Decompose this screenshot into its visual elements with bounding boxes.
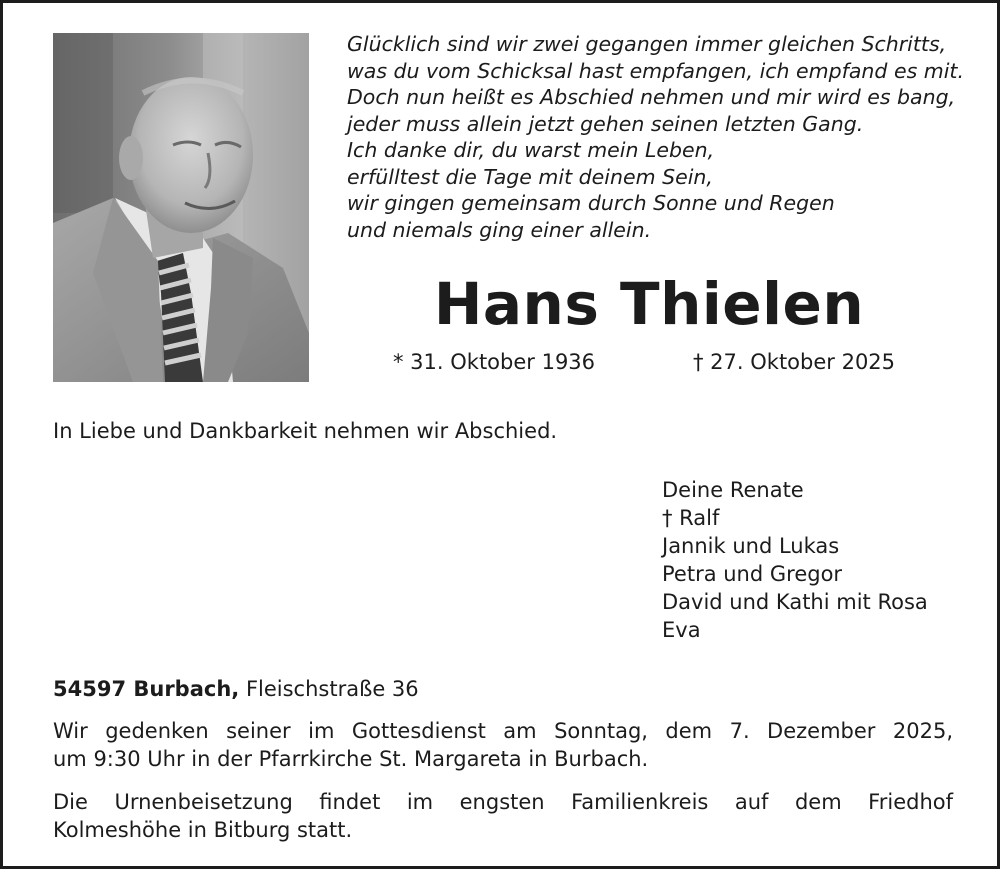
burial-line: Die Urnenbeisetzung findet im engsten Familienkreis auf dem Friedhof <box>53 790 953 814</box>
address-street: Fleischstraße 36 <box>245 677 419 701</box>
family-member: Eva <box>662 618 701 642</box>
portrait-photo <box>53 33 309 382</box>
family-member: Petra und Gregor <box>662 562 843 586</box>
poem-line: Glücklich sind wir zwei gegangen immer gleichen Schritts, <box>347 32 947 56</box>
family-member: Deine Renate <box>662 478 804 502</box>
poem-line: Doch nun heißt es Abschied nehmen und mir wird es bang, <box>347 85 956 109</box>
family-list <box>662 476 928 644</box>
poem-line: wir gingen gemeinsam durch Sonne und Regen <box>347 191 835 215</box>
family-member: David und Kathi mit Rosa <box>662 590 928 614</box>
burial-line: Kolmeshöhe in Bitburg statt. <box>53 818 353 842</box>
poem-line: und niemals ging einer allein. <box>347 217 652 242</box>
address-city: 54597 Burbach, <box>53 677 240 701</box>
family-member: Jannik und Lukas <box>662 534 840 558</box>
poem-line: was du vom Schicksal hast empfangen, ich empfand es mit. <box>347 58 964 83</box>
service-line: Wir gedenken seiner im Gottesdienst am Sonntag, dem 7. Dezember 2025, <box>53 719 953 743</box>
address <box>53 675 419 703</box>
poem-line: Ich danke dir, du warst mein Leben, <box>347 138 715 162</box>
poem-line: jeder muss allein jetzt gehen seinen letzten Gang. <box>347 111 864 136</box>
service-notice <box>53 717 953 773</box>
poem <box>347 31 967 243</box>
service-line: um 9:30 Uhr in der Pfarrkirche St. Margareta in Burbach. <box>53 747 649 771</box>
burial-notice <box>53 788 953 844</box>
farewell-text: In Liebe und Dankbarkeit nehmen wir Abschied. <box>53 419 558 443</box>
birth-date: * 31. Oktober 1936 <box>393 350 596 374</box>
deceased-name: Hans Thielen <box>433 270 865 338</box>
death-date: † 27. Oktober 2025 <box>693 350 896 374</box>
poem-line: erfülltest die Tage mit deinem Sein, <box>347 164 713 189</box>
family-member: † Ralf <box>662 506 720 530</box>
